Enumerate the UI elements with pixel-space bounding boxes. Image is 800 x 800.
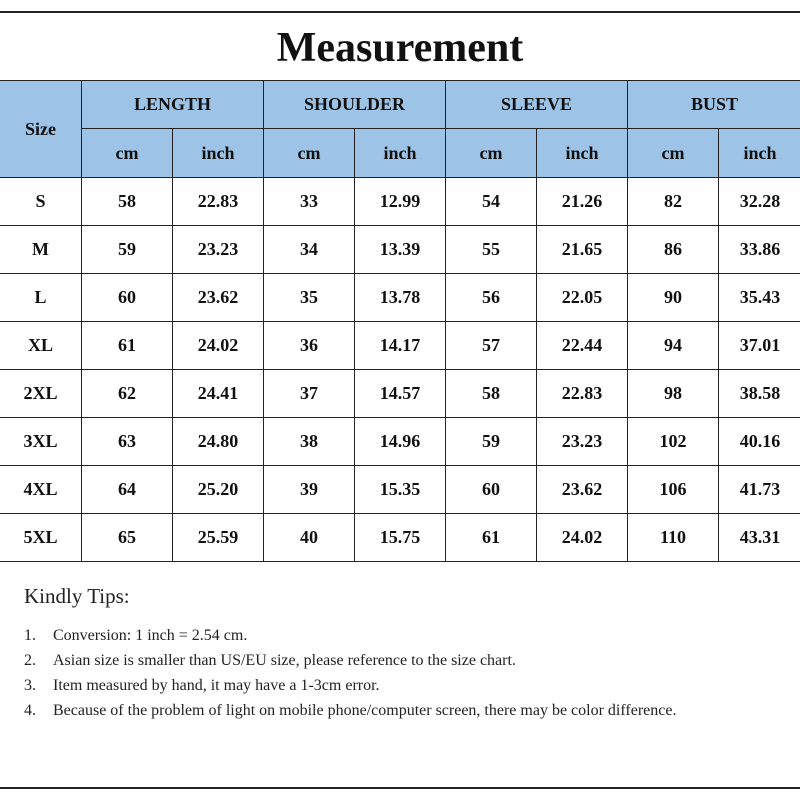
size-cell: 2XL	[0, 370, 82, 418]
value-cell: 41.73	[719, 466, 800, 514]
tip-item	[24, 698, 714, 723]
table-row	[0, 370, 800, 418]
tips-title: Kindly Tips:	[24, 584, 130, 608]
value-cell: 61	[82, 322, 173, 370]
value-cell: 35.43	[719, 274, 800, 322]
value-cell: 58	[446, 370, 537, 418]
value-cell: 82	[628, 178, 719, 226]
size-cell: L	[0, 274, 82, 322]
table-row	[0, 514, 800, 562]
size-cell: M	[0, 226, 82, 274]
tips-list	[24, 623, 714, 723]
tip-number: 4.	[24, 702, 36, 719]
page-title: Measurement	[276, 25, 524, 71]
value-cell: 22.83	[173, 178, 264, 226]
value-cell: 14.57	[355, 370, 446, 418]
table-row	[0, 322, 800, 370]
value-cell: 24.41	[173, 370, 264, 418]
value-cell: 14.17	[355, 322, 446, 370]
tip-number: 3.	[24, 677, 36, 694]
value-cell: 23.23	[173, 226, 264, 274]
group-header-bust: BUST	[628, 81, 800, 129]
value-cell: 102	[628, 418, 719, 466]
value-cell: 54	[446, 178, 537, 226]
tip-number: 1.	[24, 627, 36, 644]
value-cell: 25.20	[173, 466, 264, 514]
value-cell: 12.99	[355, 178, 446, 226]
value-cell: 13.39	[355, 226, 446, 274]
unit-header: cm	[628, 129, 719, 178]
value-cell: 60	[82, 274, 173, 322]
tip-item	[24, 673, 714, 698]
value-cell: 60	[446, 466, 537, 514]
value-cell: 56	[446, 274, 537, 322]
unit-header: cm	[446, 129, 537, 178]
group-header-length: LENGTH	[82, 81, 264, 129]
value-cell: 98	[628, 370, 719, 418]
value-cell: 23.62	[173, 274, 264, 322]
value-cell: 110	[628, 514, 719, 562]
value-cell: 65	[82, 514, 173, 562]
table-row	[0, 226, 800, 274]
header-row-units	[0, 129, 800, 178]
size-cell: 3XL	[0, 418, 82, 466]
value-cell: 64	[82, 466, 173, 514]
value-cell: 13.78	[355, 274, 446, 322]
value-cell: 55	[446, 226, 537, 274]
group-header-sleeve: SLEEVE	[446, 81, 628, 129]
value-cell: 90	[628, 274, 719, 322]
value-cell: 14.96	[355, 418, 446, 466]
tip-text: Item measured by hand, it may have a 1-3cm error.	[53, 677, 380, 694]
unit-header: inch	[719, 129, 800, 178]
unit-header: inch	[173, 129, 264, 178]
value-cell: 62	[82, 370, 173, 418]
value-cell: 15.35	[355, 466, 446, 514]
value-cell: 24.02	[537, 514, 628, 562]
value-cell: 57	[446, 322, 537, 370]
header-row-groups	[0, 81, 800, 129]
size-cell: XL	[0, 322, 82, 370]
tip-item	[24, 623, 714, 648]
value-cell: 40	[264, 514, 355, 562]
kindly-tips	[24, 584, 714, 723]
value-cell: 35	[264, 274, 355, 322]
value-cell: 37.01	[719, 322, 800, 370]
value-cell: 15.75	[355, 514, 446, 562]
tip-text: Asian size is smaller than US/EU size, please reference to the size chart.	[53, 652, 516, 669]
value-cell: 34	[264, 226, 355, 274]
value-cell: 58	[82, 178, 173, 226]
value-cell: 33	[264, 178, 355, 226]
value-cell: 61	[446, 514, 537, 562]
top-divider	[0, 11, 800, 13]
unit-header: cm	[82, 129, 173, 178]
value-cell: 36	[264, 322, 355, 370]
value-cell: 22.83	[537, 370, 628, 418]
value-cell: 22.05	[537, 274, 628, 322]
tip-text: Conversion: 1 inch = 2.54 cm.	[53, 627, 248, 644]
bottom-divider	[0, 787, 800, 789]
value-cell: 23.62	[537, 466, 628, 514]
unit-header: inch	[537, 129, 628, 178]
value-cell: 22.44	[537, 322, 628, 370]
value-cell: 86	[628, 226, 719, 274]
value-cell: 63	[82, 418, 173, 466]
value-cell: 40.16	[719, 418, 800, 466]
table-row	[0, 466, 800, 514]
size-cell: 5XL	[0, 514, 82, 562]
value-cell: 23.23	[537, 418, 628, 466]
unit-header: inch	[355, 129, 446, 178]
value-cell: 59	[446, 418, 537, 466]
size-header: Size	[0, 81, 82, 178]
value-cell: 24.02	[173, 322, 264, 370]
value-cell: 39	[264, 466, 355, 514]
value-cell: 38	[264, 418, 355, 466]
value-cell: 37	[264, 370, 355, 418]
size-cell: S	[0, 178, 82, 226]
value-cell: 24.80	[173, 418, 264, 466]
size-chart-table	[0, 80, 800, 562]
value-cell: 33.86	[719, 226, 800, 274]
tip-text: Because of the problem of light on mobile phone/computer screen, there may be color difference.	[53, 702, 677, 719]
value-cell: 21.26	[537, 178, 628, 226]
table-row	[0, 418, 800, 466]
value-cell: 32.28	[719, 178, 800, 226]
tip-item	[24, 648, 714, 673]
size-cell: 4XL	[0, 466, 82, 514]
value-cell: 106	[628, 466, 719, 514]
tip-number: 2.	[24, 652, 36, 669]
value-cell: 59	[82, 226, 173, 274]
unit-header: cm	[264, 129, 355, 178]
value-cell: 43.31	[719, 514, 800, 562]
value-cell: 21.65	[537, 226, 628, 274]
table-row	[0, 178, 800, 226]
table-row	[0, 274, 800, 322]
group-header-shoulder: SHOULDER	[264, 81, 446, 129]
value-cell: 38.58	[719, 370, 800, 418]
value-cell: 94	[628, 322, 719, 370]
value-cell: 25.59	[173, 514, 264, 562]
